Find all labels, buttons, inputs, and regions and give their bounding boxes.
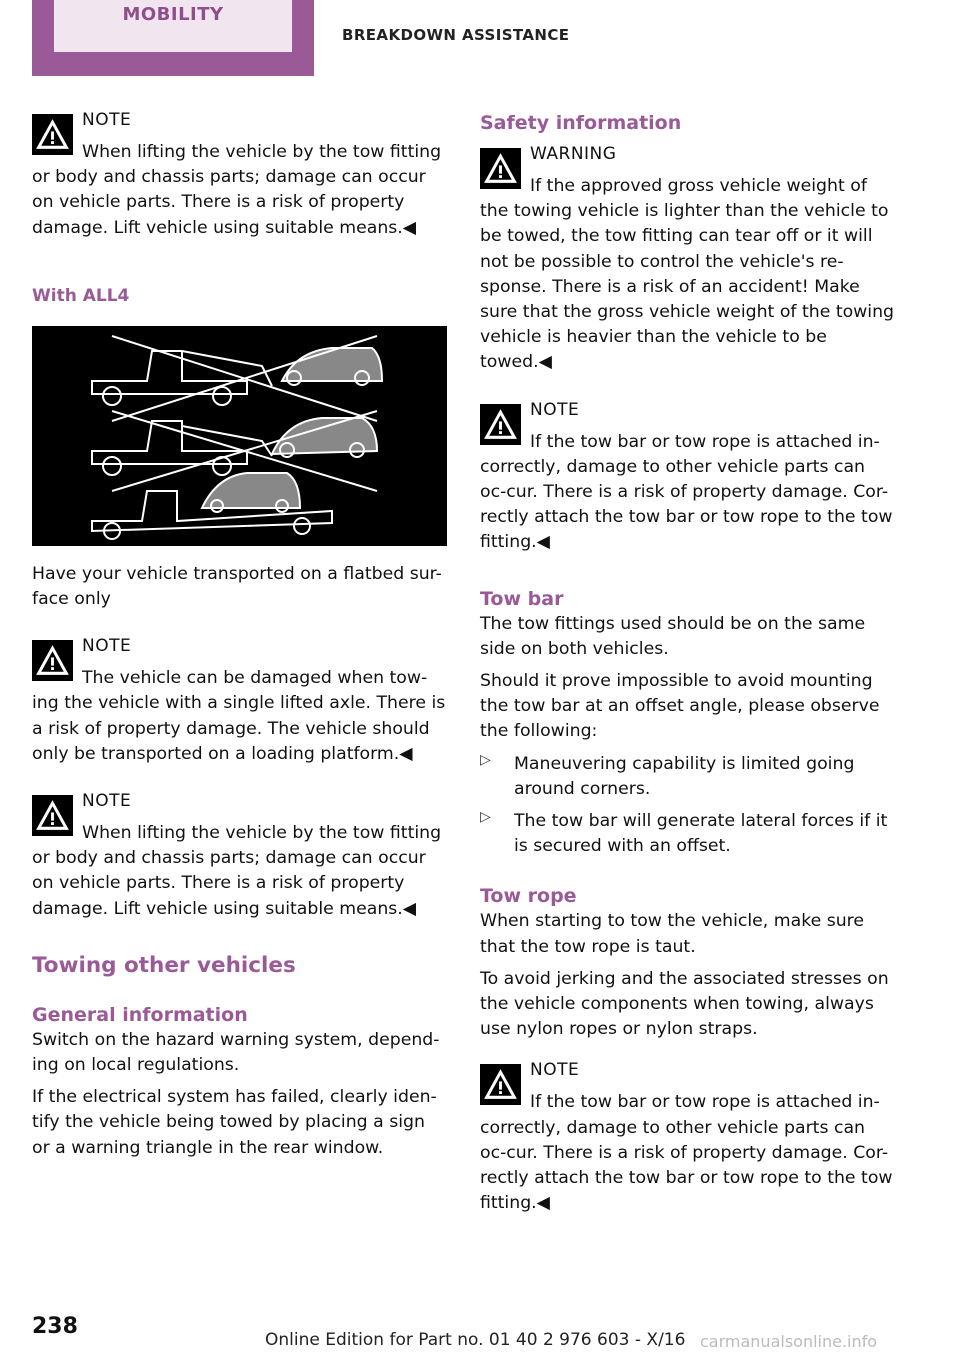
paragraph: Switch on the hazard warning system, depend-ing on local regulations. bbox=[32, 1029, 440, 1076]
warning-triangle-icon bbox=[480, 148, 521, 189]
heading-general-information: General information bbox=[32, 1003, 248, 1026]
note-first-line: When lifting the vehicle by the tow fitting bbox=[82, 823, 442, 844]
paragraph: When starting to tow the vehicle, make sure that the tow rope is taut. bbox=[480, 911, 865, 957]
bullet-triangle-icon: ▷ bbox=[480, 751, 491, 768]
warning-triangle-icon bbox=[32, 795, 73, 836]
warning-triangle-icon bbox=[32, 640, 73, 681]
right-column bbox=[480, 108, 896, 1217]
bullet-triangle-icon: ▷ bbox=[480, 809, 491, 826]
chapter-tab bbox=[32, 0, 314, 76]
list-item bbox=[480, 809, 896, 859]
list-item bbox=[480, 752, 896, 802]
note-block bbox=[480, 398, 896, 455]
note-block bbox=[480, 1058, 896, 1115]
note-label: NOTE bbox=[82, 791, 132, 812]
warning-text: the towing vehicle is lighter than the vehicle to be towed, the tow fitting can tear off or it will not be possible to control the vehicle's re-sponse. There is a risk of an accident! Make sure that the gross vehicle weight of the towing vehicle is heavier than the vehicle to be towed.◀ bbox=[480, 201, 895, 373]
note-text: correctly, damage to other vehicle parts can oc-cur. There is a risk of property damage. Cor-rectly attach the tow bar or tow rope to the tow fitting.◀ bbox=[480, 456, 893, 553]
paragraph: To avoid jerking and the associated stresses on the vehicle components when towing, always use nylon ropes or nylon straps. bbox=[480, 968, 889, 1040]
paragraph: The tow fittings used should be on the same side on both vehicles. bbox=[480, 613, 866, 659]
note-label: NOTE bbox=[82, 110, 132, 130]
paragraph: Should it prove impossible to avoid mounting the tow bar at an offset angle, please observe the following: bbox=[480, 671, 880, 742]
left-column bbox=[32, 108, 448, 1161]
edition-footer: Online Edition for Part no. 01 40 2 976 603 - X/16 bbox=[265, 1330, 686, 1350]
chapter-tab-label: MOBILITY bbox=[54, 0, 292, 52]
heading-tow-bar: Tow bar bbox=[480, 587, 564, 610]
list-item-text: The tow bar will generate lateral forces if it is secured with an offset. bbox=[514, 811, 888, 857]
note-first-line: The vehicle can be damaged when tow- bbox=[82, 668, 428, 689]
note-label: NOTE bbox=[530, 1060, 580, 1081]
note-label: NOTE bbox=[530, 399, 580, 420]
note-block bbox=[32, 108, 448, 165]
towing-illustration bbox=[32, 326, 447, 546]
note-first-line: When lifting the vehicle by the tow fitting bbox=[82, 142, 442, 162]
note-text: ing the vehicle with a single lifted axle. There is a risk of property damage. The vehicle should only be transported on a loading platform.◀ bbox=[32, 693, 446, 764]
note-text: correctly, damage to other vehicle parts can oc-cur. There is a risk of property damage. Cor-rectly attach the tow bar or tow rope to the tow fitting.◀ bbox=[480, 1117, 893, 1214]
section-title: BREAKDOWN ASSISTANCE bbox=[342, 26, 570, 44]
note-block bbox=[32, 634, 448, 691]
subheading-with-all4: With ALL4 bbox=[32, 285, 130, 306]
warning-first-line: If the approved gross vehicle weight of bbox=[530, 176, 867, 196]
paragraph: If the electrical system has failed, clearly iden-tify the vehicle being towed by placing a sign or a warning triangle in the rear window. bbox=[32, 1087, 437, 1158]
note-text: or body and chassis parts; damage can occur on vehicle parts. There is a risk of property damage. Lift vehicle using suitable means.◀ bbox=[32, 167, 426, 238]
note-first-line: If the tow bar or tow rope is attached in- bbox=[530, 431, 880, 452]
warning-block bbox=[480, 142, 896, 199]
page-number: 238 bbox=[32, 1314, 78, 1339]
watermark: carmanualsonline.info bbox=[700, 1332, 878, 1351]
warning-label: WARNING bbox=[530, 144, 617, 164]
list-item-text: Maneuvering capability is limited going around corners. bbox=[514, 753, 855, 799]
heading-tow-rope: Tow rope bbox=[480, 885, 577, 908]
heading-safety-information: Safety information bbox=[480, 112, 682, 134]
figure-caption: Have your vehicle transported on a flatbed sur-face only bbox=[32, 563, 442, 610]
note-first-line: If the tow bar or tow rope is attached in- bbox=[530, 1092, 880, 1113]
warning-triangle-icon bbox=[480, 404, 521, 445]
note-label: NOTE bbox=[82, 636, 132, 657]
warning-triangle-icon bbox=[480, 1064, 521, 1105]
warning-triangle-icon bbox=[32, 114, 73, 155]
note-text: or body and chassis parts; damage can occur on vehicle parts. There is a risk of property damage. Lift vehicle using suitable means.◀ bbox=[32, 848, 426, 919]
heading-towing-other-vehicles: Towing other vehicles bbox=[32, 952, 296, 978]
note-block bbox=[32, 789, 448, 846]
